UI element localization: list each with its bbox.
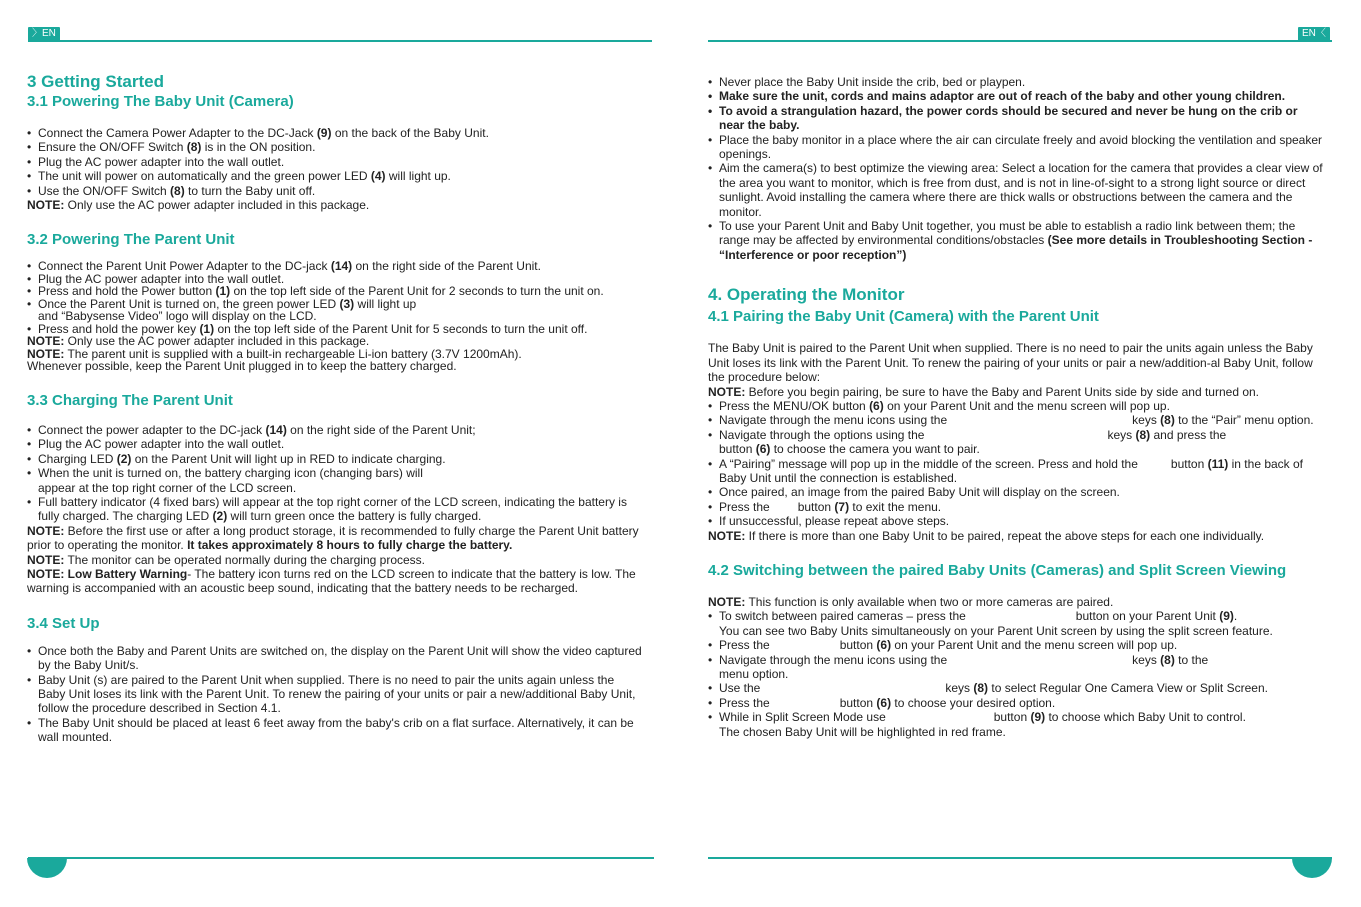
note: NOTE: Before the first use or after a long product storage, it is recommended to fully charge the Parent Unit battery prior to operating the monitor. It takes approximately 8 hours to fully charge the battery. [27,523,639,553]
page-corner-right [1292,858,1332,878]
list-4-2 [708,609,1323,739]
language-tag-left: 〉EN [28,27,60,41]
section-3-1-title: 3.1 Powering The Baby Unit (Camera) [27,93,294,110]
safety-list [708,75,1323,262]
left-column [27,72,642,745]
list-item: • Press and hold the Power button (1) on the top left side of the Parent Unit for 2 seconds to turn the unit on. [27,285,642,298]
list-item: • Press and hold the power key (1) on the top left side of the Parent Unit for 5 seconds to turn the unit off. [27,323,642,336]
list-item: • When the unit is turned on, the battery charging icon (changing bars) will appear at the top right corner of the LCD screen. [27,466,642,495]
list-item: • Use the ON/OFF Switch (8) to turn the Baby unit off. [27,184,642,198]
chevron-left-icon: 〈 [1315,28,1326,39]
section-3-3-title: 3.3 Charging The Parent Unit [27,391,233,409]
list-item: • A “Pairing” message will pop up in the middle of the screen. Press and hold the button (11) in the back of Baby Unit until the connection is established. [708,457,1323,486]
list-item: • Once both the Baby and Parent Units are switched on, the display on the Parent Unit will show the video captured by the Baby Unit/s. [27,644,642,673]
header-rule-left [28,40,652,42]
list-item: • Aim the camera(s) to best optimize the viewing area: Select a location for the camera that provides a clear view of the area you want to monitor, which is free from dust, and is not in line-of-sight to a strong light source or direct sunlight. Avoid installing the camera where there are thick walls or obstructions between the camera and the monitor. [708,161,1323,219]
footer-rule-right [708,857,1332,859]
note: NOTE: Before you begin pairing, be sure to have the Baby and Parent Units side by side and turned on. [708,384,1260,399]
list-item: • Plug the AC power adapter into the wall outlet. [27,437,642,451]
list-item: • Plug the AC power adapter into the wall outlet. [27,273,642,286]
list-item: • Connect the Camera Power Adapter to the DC-Jack (9) on the back of the Baby Unit. [27,126,642,140]
list-item: • To switch between paired cameras – press the button on your Parent Unit (9). You can see two Baby Units simultaneously on your Parent Unit screen by using the split screen feature. [708,609,1323,638]
section-3-4-title: 3.4 Set Up [27,614,100,632]
list-item: • Navigate through the options using the keys (8) and press the button (6) to choose the camera you want to pair. [708,428,1323,457]
list-item: • Full battery indicator (4 fixed bars) will appear at the top right corner of the LCD screen, indicating the battery is fully charged. The charging LED (2) will turn green once the battery is fully charged. [27,495,642,524]
note: NOTE: If there is more than one Baby Unit to be paired, repeat the above steps for each one individually. [708,528,1265,543]
section-4-title: 4. Operating the Monitor [708,285,905,305]
right-column [708,75,1323,739]
note: NOTE: This function is only available when two or more cameras are paired. [708,594,1114,609]
list-3-2 [27,260,642,335]
list-item: • To avoid a strangulation hazard, the power cords should be secured and never be hung on the crib or near the baby. [708,104,1323,133]
section-4-2-title: 4.2 Switching between the paired Baby Units (Cameras) and Split Screen Viewing [708,561,1287,579]
list-item: • Press the button (6) on your Parent Unit and the menu screen will pop up. [708,638,1323,652]
list-item: • Connect the Parent Unit Power Adapter to the DC-jack (14) on the right side of the Parent Unit. [27,260,642,273]
list-item: • The Baby Unit should be placed at least 6 feet away from the baby's crib on a flat surface. Alternatively, it can be wall mounted. [27,716,642,745]
note: NOTE: Low Battery Warning- The battery icon turns red on the LCD screen to indicate that the battery is low. The warning is accompanied with an acoustic beep sound, indicating that the battery needs to be recharged. [27,567,636,596]
section-3-2-title: 3.2 Powering The Parent Unit [27,231,235,249]
list-item: • Plug the AC power adapter into the wall outlet. [27,155,642,169]
note: NOTE: Only use the AC power adapter included in this package. [27,198,370,213]
list-3-3 [27,423,642,524]
list-item: • Press the button (6) to choose your desired option. [708,696,1323,710]
list-3-4 [27,644,642,745]
note: NOTE: The parent unit is supplied with a built-in rechargeable Li-ion battery (3.7V 1200mAh). Whenever possible, keep the Parent Unit plugged in to keep the battery charged. [27,346,522,374]
list-item: • Navigate through the menu icons using the keys (8) to the “Pair” menu option. [708,413,1323,427]
list-item: • Place the baby monitor in a place where the air can circulate freely and avoid blocking the ventilation and speaker openings. [708,133,1323,162]
language-tag-right: EN〈 [1298,27,1330,41]
list-item: • Navigate through the menu icons using the keys (8) to the menu option. [708,653,1323,682]
list-item: • If unsuccessful, please repeat above steps. [708,514,1323,528]
chevron-right-icon: 〉 [32,28,42,39]
list-item: • Charging LED (2) on the Parent Unit will light up in RED to indicate charging. [27,452,642,466]
list-item: • Baby Unit (s) are paired to the Parent Unit when supplied. There is no need to pair the units again unless the Baby Unit loses its link with the Parent Unit. To renew the pairing of your units or pair a new/additional Baby Unit, follow the procedure described in Section 4.1. [27,673,642,716]
list-item: • Once paired, an image from the paired Baby Unit will display on the screen. [708,485,1323,499]
note: NOTE: The monitor can be operated normally during the charging process. [27,552,425,567]
list-item: • Use the keys (8) to select Regular One Camera View or Split Screen. [708,681,1323,695]
footer-rule-left [28,857,654,859]
header-rule-right [708,40,1332,42]
page-corner-left [27,858,67,878]
section-4-1-title: 4.1 Pairing the Baby Unit (Camera) with the Parent Unit [708,308,1099,326]
list-4-1 [708,399,1323,529]
list-3-1 [27,126,642,198]
note: NOTE: Only use the AC power adapter included in this package. [27,334,370,349]
list-item: • Connect the power adapter to the DC-jack (14) on the right side of the Parent Unit; [27,423,642,437]
list-item: • Ensure the ON/OFF Switch (8) is in the ON position. [27,140,642,154]
section-3-title: 3 Getting Started [27,72,164,91]
list-item: • Make sure the unit, cords and mains adaptor are out of reach of the baby and other young children. [708,89,1323,103]
list-item: • Press the button (7) to exit the menu. [708,500,1323,514]
right-page [680,0,1361,907]
list-item: • To use your Parent Unit and Baby Unit together, you must be able to establish a radio link between them; the range may be affected by environmental conditions/obstacles (See more details in Troubleshooting Section - “Interference or poor reception”) [708,219,1323,262]
list-item: • Never place the Baby Unit inside the crib, bed or playpen. [708,75,1323,89]
list-item: • The unit will power on automatically and the green power LED (4) will light up. [27,169,642,183]
list-item: • While in Split Screen Mode use button (9) to choose which Baby Unit to control. The chosen Baby Unit will be highlighted in red frame. [708,710,1323,739]
left-page [0,0,680,907]
intro-paragraph: The Baby Unit is paired to the Parent Unit when supplied. There is no need to pair the units again unless the Baby Unit loses its link with the Parent Unit. To renew the pairing of your units or pair a new/addition-al Baby Unit, follow the procedure below: [708,341,1313,385]
list-item: • Once the Parent Unit is turned on, the green power LED (3) will light up and “Babysense Video” logo will display on the LCD. [27,298,642,323]
list-item: • Press the MENU/OK button (6) on your Parent Unit and the menu screen will pop up. [708,399,1323,413]
